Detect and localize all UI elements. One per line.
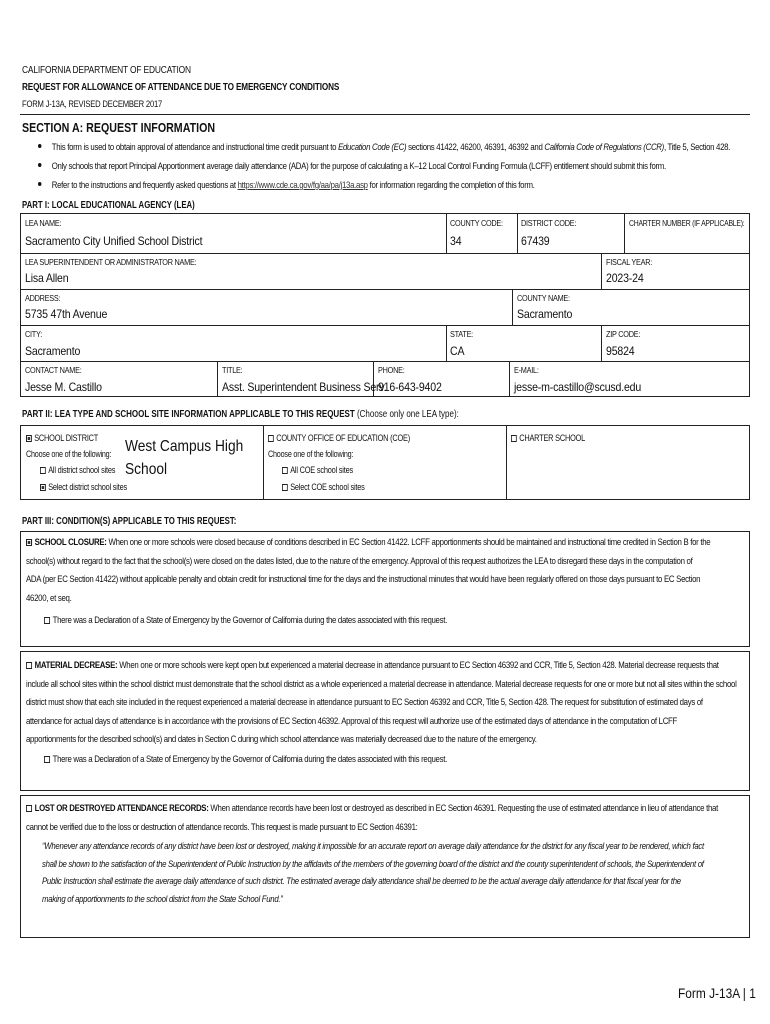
ec-46391-quote: “Whenever any attendance records of any district have been lost or destroyed, making it impossible for an accurate report on average daily attendance for the district for any fiscal year to be rendered, which fact shall be shown to the satisfaction of the Superintendent of Public Instruction by the affidavits of the members of the governing board of the district and the county superintendent of schools, the Superintendent of Public Instruction shall estimate the average daily attendance of such district. The estimated average daily attendance shall be deemed to be the actual average daily attendance for that fiscal year for the making of apportionments to the school district from the State School Fund.” — [42, 841, 704, 904]
school-closure-text: SCHOOL CLOSURE: When one or more schools were closed because of conditions described in EC Section 41422. LCFF apportionments should be maintained and instructional time credited in Section B for the school(s) without regard to the fact that the school(s) were closed on the dates listed, due to the nature of the emergency. Approval of this request authorizes the LEA to disregard these days in the computation of ADA (per EC Section 41422) without applicable penalty and obtain credit for instructional time for the days and the instructional minutes that would have been regularly offered on those days pursuant to EC Section 46200, et seq. — [26, 537, 711, 603]
county-name-label: COUNTY NAME: — [517, 293, 570, 303]
page-number: Form J-13A | 1 — [678, 985, 756, 1001]
material-declaration-option[interactable]: There was a Declaration of a State of Emergency by the Governor of California during the dates associated with this request. — [44, 750, 447, 769]
city-label: CITY: — [25, 329, 42, 339]
charter-school-option[interactable]: CHARTER SCHOOL — [511, 433, 585, 443]
city-field[interactable]: Sacramento — [25, 344, 81, 358]
district-code-field[interactable]: 67439 — [521, 234, 550, 248]
zip-code-label: ZIP CODE: — [606, 329, 641, 339]
sd-choose-label: Choose one of the following: — [26, 449, 112, 459]
superintendent-label: LEA SUPERINTENDENT OR ADMINISTRATOR NAME: — [25, 257, 197, 267]
bullet-2: Only schools that report Principal Apportionment average daily attendance (ADA) for the purpose of calculating a K–12 Local Control Funding Formula (LCFF) entitlement should submit this form. — [38, 161, 666, 171]
part-1-title: PART I: LOCAL EDUCATIONAL AGENCY (LEA) — [22, 200, 195, 211]
fiscal-year-field[interactable]: 2023-24 — [606, 271, 644, 285]
county-name-field[interactable]: Sacramento — [517, 307, 573, 321]
coe-option[interactable]: COUNTY OFFICE OF EDUCATION (COE) — [268, 433, 410, 443]
header-rule — [20, 114, 750, 115]
charter-school-checkbox[interactable] — [511, 435, 517, 442]
bullet-1: This form is used to obtain approval of attendance and instructional time credit pursuant to Education Code (EC) sections 41422, 46200, 46391, 46392 and California Code of Regulations (CCR), Title 5, Section 428. — [38, 142, 730, 152]
sd-select-sites-option[interactable]: Select district school sites — [40, 482, 127, 492]
sd-all-sites-checkbox[interactable] — [40, 467, 46, 474]
fiscal-year-label: FISCAL YEAR: — [606, 257, 653, 267]
coe-all-sites-option[interactable]: All COE school sites — [282, 465, 353, 475]
title-label: TITLE: — [222, 365, 243, 375]
material-decrease-text: MATERIAL DECREASE: When one or more schools were kept open but experienced a material decrease in attendance pursuant to EC Section 46392 and CCR, Title 5, Section 428. Material decrease requests that include all school sites within the school district must demonstrate that the school district as a whole experienced a material decrease in attendance. Material decrease requests for one or more but not all sites within the school district must show that each site included in the request experienced a material decrease in attendance pursuant to EC Section 46392 and CCR, Title 5, Section 428. The request for substitution of estimated days of attendance for actual days of attendance is in accordance with the provisions of EC Section 46392. Approval of this request will authorize use of the estimated days of attendance in the computation of LCFF apportionments for the described school(s) and dates in Section C during which school attendance was materially decreased due to the nature of the emergency. — [26, 660, 737, 744]
coe-checkbox[interactable] — [268, 435, 274, 442]
contact-name-field[interactable]: Jesse M. Castillo — [25, 380, 102, 394]
material-declaration-checkbox[interactable] — [44, 756, 50, 763]
school-sites-field[interactable]: West Campus High School — [125, 438, 244, 478]
phone-label: PHONE: — [378, 365, 405, 375]
coe-select-sites-option[interactable]: Select COE school sites — [282, 482, 365, 492]
email-field[interactable]: jesse-m-castillo@scusd.edu — [514, 380, 642, 394]
address-label: ADDRESS: — [25, 293, 61, 303]
district-code-label: DISTRICT CODE: — [521, 218, 577, 228]
department-name: CALIFORNIA DEPARTMENT OF EDUCATION — [22, 64, 191, 76]
coe-choose-label: Choose one of the following: — [268, 449, 354, 459]
closure-declaration-checkbox[interactable] — [44, 617, 50, 624]
lea-name-field[interactable]: Sacramento City Unified School District — [25, 234, 203, 248]
lost-records-checkbox[interactable] — [26, 805, 32, 812]
form-title: REQUEST FOR ALLOWANCE OF ATTENDANCE DUE TO EMERGENCY CONDITIONS — [22, 81, 340, 93]
section-a-title: SECTION A: REQUEST INFORMATION — [22, 120, 216, 135]
coe-all-sites-checkbox[interactable] — [282, 467, 288, 474]
lea-name-label: LEA NAME: — [25, 218, 62, 228]
charter-number-label: CHARTER NUMBER (IF APPLICABLE): — [629, 218, 745, 228]
bullet-3: Refer to the instructions and frequently asked questions at https://www.cde.ca.gov/fg/aa/pa/j13a.asp for information regarding the completion of this form. — [38, 180, 535, 190]
closure-declaration-option[interactable]: There was a Declaration of a State of Emergency by the Governor of California during the dates associated with this request. — [44, 611, 447, 630]
lost-records-text: LOST OR DESTROYED ATTENDANCE RECORDS: When attendance records have been lost or destroyed as described in EC Section 46391. Requesting the use of estimated attendance in lieu of attendance that cannot be verified due to the loss or destruction of attendance records. This request is made pursuant to EC Section 46391: — [26, 803, 718, 832]
sd-all-sites-option[interactable]: All district school sites — [40, 465, 115, 475]
school-district-checkbox[interactable] — [26, 435, 32, 442]
part-2-title: PART II: LEA TYPE AND SCHOOL SITE INFORMATION APPLICABLE TO THIS REQUEST (Choose only one LEA type): — [22, 409, 459, 420]
material-decrease-checkbox[interactable] — [26, 662, 32, 669]
county-code-field[interactable]: 34 — [450, 234, 462, 248]
sd-select-sites-checkbox[interactable] — [40, 484, 46, 491]
form-revision: FORM J-13A, REVISED DECEMBER 2017 — [22, 99, 163, 109]
zip-code-field[interactable]: 95824 — [606, 344, 635, 358]
school-district-option[interactable]: SCHOOL DISTRICT — [26, 433, 98, 443]
address-field[interactable]: 5735 47th Avenue — [25, 307, 108, 321]
state-label: STATE: — [450, 329, 473, 339]
instructions-link[interactable]: https://www.cde.ca.gov/fg/aa/pa/j13a.asp — [237, 180, 368, 190]
state-field[interactable]: CA — [450, 344, 465, 358]
superintendent-field[interactable]: Lisa Allen — [25, 271, 69, 285]
title-field[interactable]: Asst. Superintendent Business Serv. — [222, 380, 387, 394]
coe-select-sites-checkbox[interactable] — [282, 484, 288, 491]
county-code-label: COUNTY CODE: — [450, 218, 503, 228]
phone-field[interactable]: 916-643-9402 — [378, 380, 442, 394]
contact-name-label: CONTACT NAME: — [25, 365, 82, 375]
email-label: E-MAIL: — [514, 365, 539, 375]
part-3-title: PART III: CONDITION(S) APPLICABLE TO THIS REQUEST: — [22, 516, 237, 527]
school-closure-checkbox[interactable] — [26, 539, 32, 546]
